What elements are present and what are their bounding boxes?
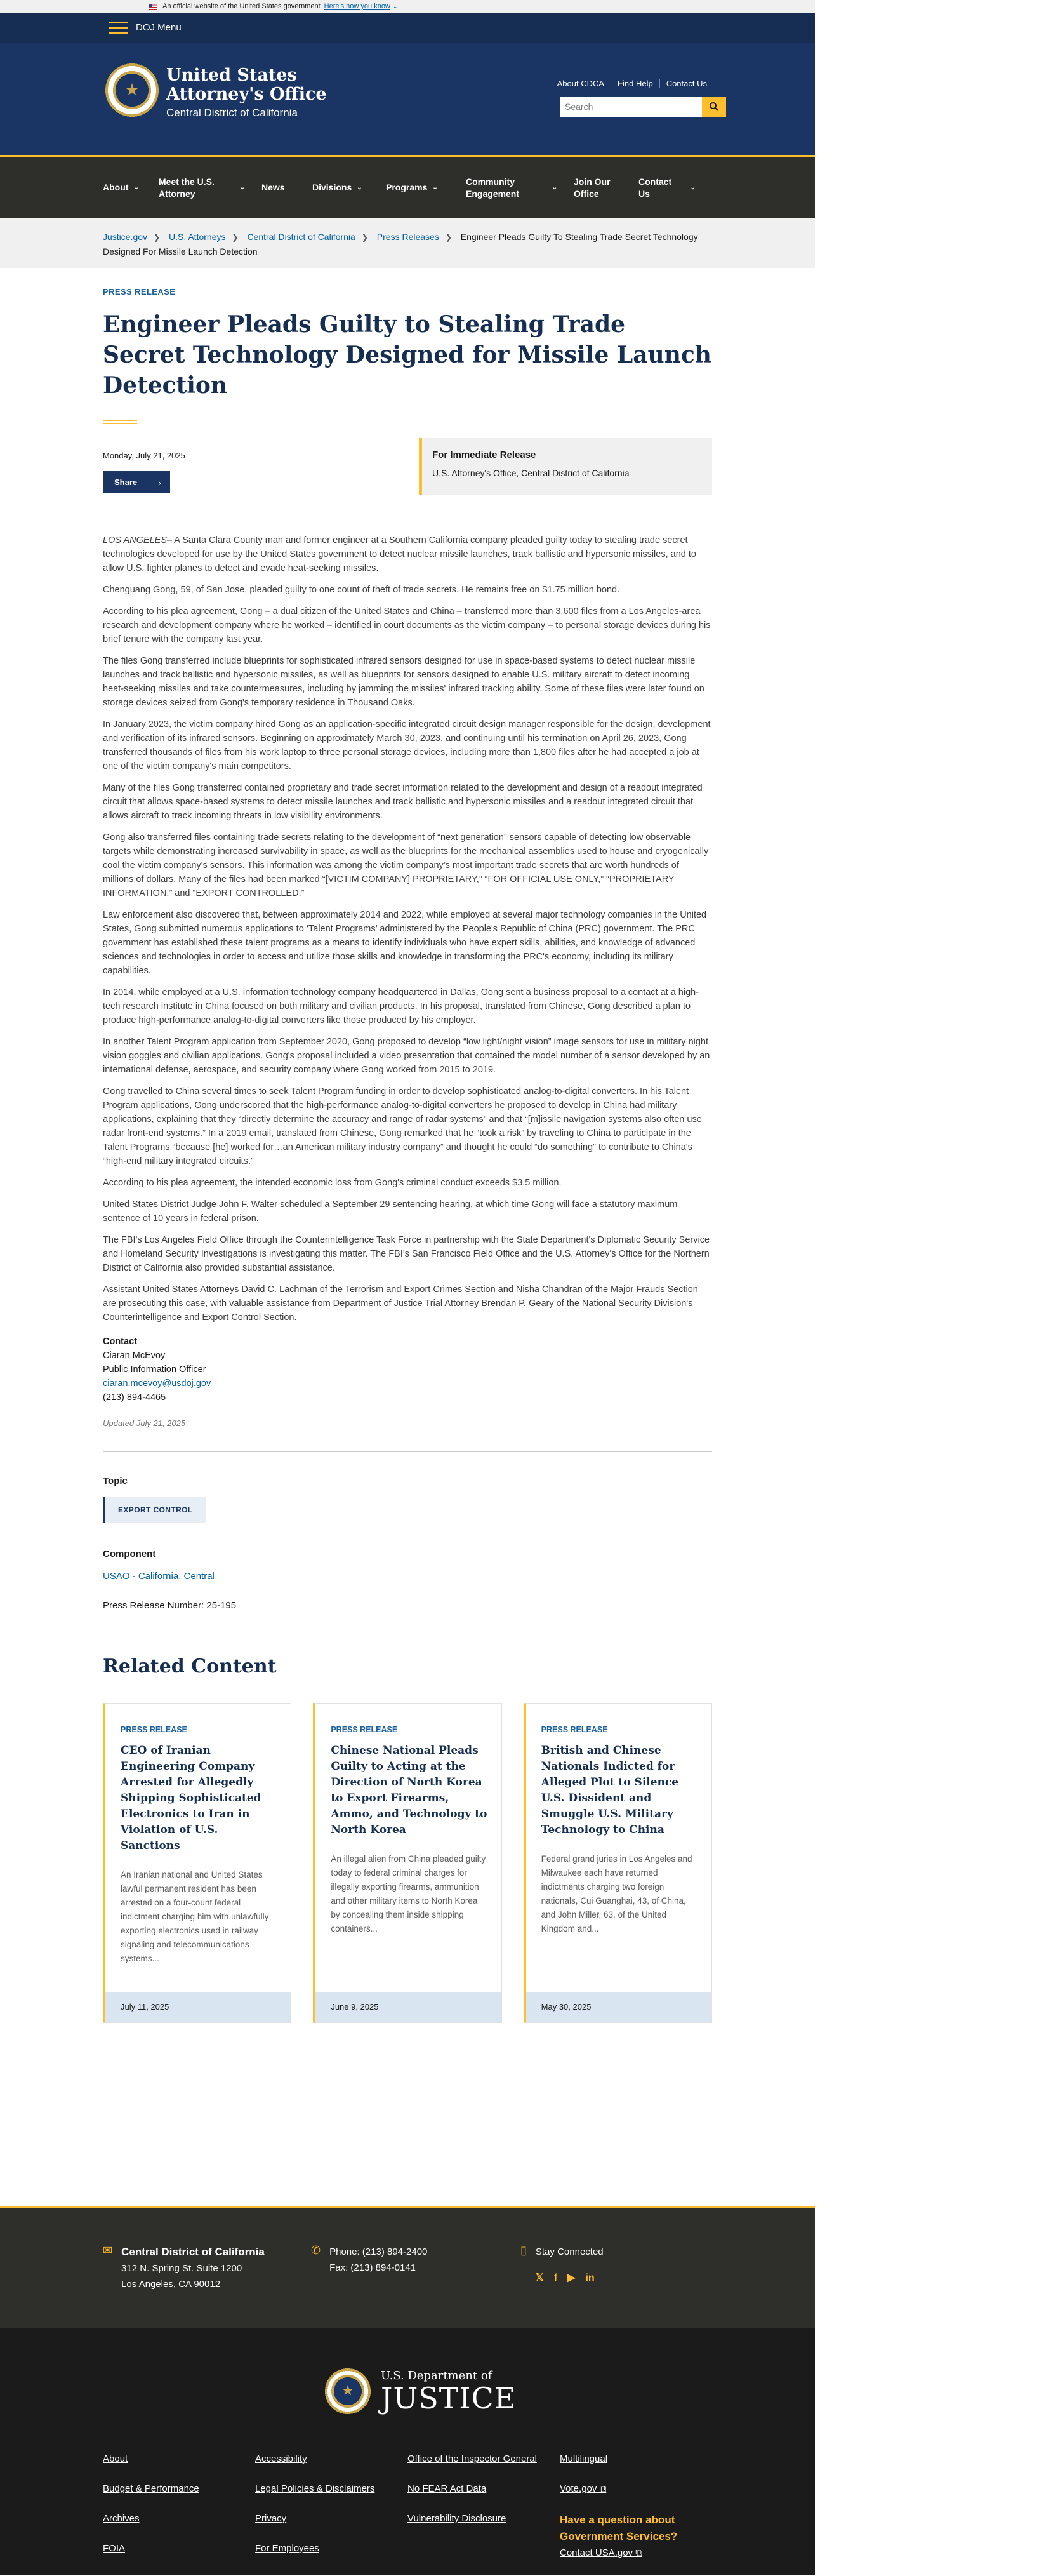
utility-link-find-help[interactable]: Find Help	[611, 79, 659, 88]
card-excerpt: Federal grand juries in Los Angeles and Milwaukee each have returned indictments charging two foreign nationals, Cui Guanghai, 43, of China, and John Miller, 63, of the United Kingdom and...	[541, 1854, 692, 1933]
chevron-down-icon: ⌄	[357, 184, 362, 191]
footer-link-foia[interactable]: FOIA	[103, 2543, 126, 2554]
component-heading: Component	[103, 1549, 156, 1559]
stay-connected-label: Stay Connected	[535, 2246, 604, 2257]
card-eyebrow: PRESS RELEASE	[541, 1725, 608, 1734]
chevron-right-icon: ›	[149, 471, 170, 493]
main-nav	[0, 155, 815, 218]
related-cards	[103, 1703, 712, 2023]
card-excerpt: An Iranian national and United States lawful permanent resident has been arrested on a four-count federal indictment charging him with unlawfully exporting electronics used in railway signaling and telecommunications systems...	[121, 1870, 269, 1963]
share-label: Share	[103, 471, 149, 493]
us-flag-icon	[149, 4, 157, 10]
release-office: U.S. Attorney's Office, Central District of California	[432, 468, 630, 478]
search-button[interactable]	[702, 97, 726, 117]
article-paragraph: Gong also transferred files containing trade secrets relating to the development of “next generation” sensors capable of detecting low observable targets while demonstrating increased survivability in space, as well as the blueprints for the mechanical assemblies used to house and cryogenically cool the victim company's sensors. This information was among the victim company's most important trade secrets that are worth hundreds of millions of dollars. Many of the files had been marked “[VICTIM COMPANY] PROPRIETARY,” “FOR OFFICIAL USE ONLY,” “PROPRIETARY INFORMATION,” and “EXPORT CONTROLLED.”	[103, 832, 709, 898]
utility-links	[551, 79, 713, 88]
related-card[interactable]	[103, 1703, 291, 2023]
press-release-number: Press Release Number: 25-195	[103, 1600, 237, 1611]
article-paragraph: According to his plea agreement, Gong – a dual citizen of the United States and China – transferred more than 3,600 files from a Los Angeles-area research and development company where he worked – identified in court documents as the victim company – to personal storage devices during his brief tenure with the company last year.	[103, 606, 711, 644]
utility-link-contact[interactable]: Contact Us	[659, 79, 713, 88]
breadcrumb-link-justice[interactable]: Justice.gov	[103, 232, 148, 242]
chevron-right-icon: ❯	[154, 233, 161, 242]
contact-phone: (213) 894-4465	[103, 1392, 166, 1403]
nav-item-label: Contact Us	[638, 176, 672, 199]
article-paragraph: United States District Judge John F. Walter scheduled a September 29 sentencing hearing, at which time Gong will face a statutory maximum sentence of 10 years in federal prison.	[103, 1199, 678, 1224]
nav-item-news[interactable]	[261, 182, 296, 194]
breadcrumb	[0, 218, 815, 268]
share-button[interactable]	[103, 471, 170, 493]
card-date: June 9, 2025	[315, 1992, 501, 2022]
doj-seal-logo	[322, 2366, 373, 2417]
component-link[interactable]: USAO - California, Central	[103, 1571, 215, 1582]
gov-services-question: Have a question about Government Services?	[560, 2514, 678, 2542]
article-paragraph: The files Gong transferred include blueprints for sophisticated infrared sensors designed for use in space-based systems to detect nuclear missile launches and track ballistic and hypersonic missiles, as well as blueprints for sensors designed to enable U.S. military aircraft to detect incoming heat-seeking missiles and take countermeasures, including by jamming the missiles' infrared tracking ability. Some of these files were later found on storage devices seized from Gong's temporary residence in Thousand Oaks.	[103, 656, 704, 708]
footer-fax-number: Fax: (213) 894-0141	[329, 2262, 416, 2273]
nav-item-join-our-office[interactable]	[574, 176, 622, 200]
x-twitter-icon[interactable]: 𝕏	[535, 2272, 544, 2283]
chevron-down-icon: ⌄	[239, 184, 245, 191]
chevron-down-icon: ⌄	[133, 184, 139, 191]
nav-item-label: Programs	[386, 182, 428, 192]
card-title[interactable]: Chinese National Pleads Guilty to Acting at the Direction of North Korea to Export Firearms, Ammo, and Technology to North Korea	[331, 1744, 487, 1836]
doj-logo-line2: JUSTICE	[381, 2380, 517, 2415]
linkedin-icon[interactable]: in	[585, 2272, 595, 2283]
nav-item-label: About	[103, 182, 129, 192]
release-heading: For Immediate Release	[432, 450, 536, 460]
topic-heading: Topic	[103, 1476, 128, 1486]
office-title-line2: Attorney's Office	[166, 84, 327, 104]
gov-banner-text: An official website of the United States government	[162, 3, 321, 10]
contact-block	[103, 1335, 712, 1405]
youtube-icon[interactable]: ▶	[567, 2272, 576, 2283]
page-title: Engineer Pleads Guilty to Stealing Trade Secret Technology Designed for Missile Launch Detection	[103, 311, 711, 399]
breadcrumb-current: Engineer Pleads Guilty To Stealing Trade Secret Technology Designed For Missile Launch Detection	[103, 232, 698, 257]
chevron-down-icon: ⌄	[432, 184, 438, 191]
footer-link-legal[interactable]: Legal Policies & Disclaimers	[255, 2483, 375, 2494]
card-eyebrow: PRESS RELEASE	[121, 1725, 187, 1734]
contact-title: Public Information Officer	[103, 1365, 206, 1375]
breadcrumb-link-us-attorneys[interactable]: U.S. Attorneys	[169, 232, 226, 242]
hamburger-icon[interactable]	[109, 22, 128, 34]
breadcrumb-link-cdca[interactable]: Central District of California	[247, 232, 355, 242]
mobile-icon: ▯	[520, 2244, 527, 2257]
nav-item-label: Community Engagement	[466, 176, 520, 199]
footer-office-name: Central District of California	[121, 2246, 265, 2258]
search-input[interactable]	[560, 97, 702, 117]
article-paragraph	[103, 533, 712, 575]
office-title[interactable]	[166, 66, 327, 119]
chevron-down-icon: ⌄	[392, 3, 398, 10]
release-box	[419, 438, 712, 495]
chevron-right-icon: ❯	[361, 233, 368, 242]
article-paragraph: In January 2023, the victim company hired Gong as an application-specific integrated circuit design manager responsible for the design, development and verification of its infrared sensors. Beginning on approximately March 30, 2023, and continuing until his termination on April 26, 2023, Gong transferred thousands of files from his work laptop to three personal storage devices, including more than 1,800 files after he had accepted a job at one of the victim company's main competitors.	[103, 719, 711, 771]
nav-item-label: News	[261, 182, 285, 192]
article-date: Monday, July 21, 2025	[103, 451, 185, 460]
article-body	[103, 533, 712, 1325]
footer-link-vulnerability[interactable]: Vulnerability Disclosure	[407, 2513, 506, 2524]
chevron-down-icon: ⌄	[552, 184, 557, 191]
article-paragraph: According to his plea agreement, the intended economic loss from Gong's criminal conduct exceeds $3.5 million.	[103, 1178, 562, 1188]
footer-link-archives[interactable]: Archives	[103, 2513, 140, 2524]
contact-name: Ciaran McEvoy	[103, 1351, 166, 1361]
footer-link-multilingual[interactable]: Multilingual	[560, 2453, 608, 2464]
nav-item-community-engagement[interactable]	[466, 176, 557, 200]
updated-date: Updated July 21, 2025	[103, 1418, 186, 1428]
office-title-line1: United States	[166, 65, 297, 85]
press-release-eyebrow: PRESS RELEASE	[103, 287, 176, 297]
nav-item-label: Divisions	[312, 182, 352, 192]
footer-link-privacy[interactable]: Privacy	[255, 2513, 287, 2524]
nav-item-divisions[interactable]	[312, 182, 369, 194]
card-date: May 30, 2025	[526, 1992, 711, 2022]
related-content-heading: Related Content	[103, 1655, 277, 1678]
footer-links	[103, 2452, 712, 2576]
footer-contact-band	[0, 2206, 815, 2328]
card-title[interactable]: British and Chinese Nationals Indicted for Alleged Plot to Silence U.S. Dissident and Smuggle U.S. Military Technology to China	[541, 1744, 679, 1836]
paragraph-text: – A Santa Clara County man and former engineer at a Southern California company pleaded guilty today to stealing trade secret technologies developed for use by the United States government to detect nuclear missile launches, track ballistic and hypersonic missiles, and to allow U.S. fighter planes to detect and evade heat-seeking missiles.	[103, 535, 696, 573]
facebook-icon[interactable]: f	[553, 2272, 558, 2283]
divider	[103, 1451, 712, 1452]
footer-link-employees[interactable]: For Employees	[255, 2543, 319, 2554]
footer-social	[520, 2244, 604, 2286]
chevron-right-icon: ❯	[232, 233, 239, 242]
article-paragraph: In 2014, while employed at a U.S. information technology company headquartered in Dallas, Gong sent a business proposal to a contact at a high-tech research institute in China focused on both military and civilian products. In his proposal, translated from Chinese, Gong described a plan to produce high-performance analog-to-digital converters like those produced by his employer.	[103, 987, 699, 1025]
footer-main	[0, 2328, 815, 2575]
footer-address-line1: 312 N. Spring St. Suite 1200	[121, 2263, 242, 2274]
footer-address	[103, 2244, 265, 2292]
chevron-right-icon: ❯	[445, 233, 452, 242]
footer-phone-number[interactable]: Phone: (213) 894-2400	[329, 2246, 428, 2257]
footer-link-about[interactable]: About	[103, 2453, 128, 2464]
doj-seal-logo[interactable]	[103, 61, 161, 119]
breadcrumb-link-press-releases[interactable]: Press Releases	[376, 232, 439, 242]
article-paragraph: Many of the files Gong transferred contained proprietary and trade secret information related to the development and design of a readout integrated circuit that allows space-based systems to detect missile launches and track ballistic and hypersonic missiles and a readout integrated circuit that allows aircraft to track incoming threats in low visibility environments.	[103, 783, 703, 821]
footer-link-contact-usa[interactable]: Contact USA.gov ⧉	[560, 2547, 642, 2558]
heres-how-you-know-link[interactable]: Here's how you know	[324, 3, 390, 10]
related-card[interactable]	[524, 1703, 712, 2023]
envelope-icon: ✉	[103, 2244, 113, 2257]
utility-link-about[interactable]: About CDCA	[557, 79, 605, 88]
title-divider	[103, 420, 137, 424]
card-excerpt: An illegal alien from China pleaded guilty today to federal criminal charges for illegally exporting firearms, ammunition and other military items to North Korea by concealing them inside shipping containers...	[331, 1854, 486, 1933]
office-title-line3: Central District of California	[166, 107, 298, 119]
card-title[interactable]: CEO of Iranian Engineering Company Arrested for Allegedly Shipping Sophisticated Electronics to Iran in Violation of U.S. Sanctions	[121, 1744, 261, 1852]
footer-link-no-fear[interactable]: No FEAR Act Data	[407, 2483, 487, 2494]
article-paragraph: The FBI's Los Angeles Field Office through the Counterintelligence Task Force in partnership with the State Department's Diplomatic Security Service and Homeland Security Investigations is investigating this matter. The FBI's San Francisco Field Office and the U.S. Attorney's Office for the Northern District of California also provided substantial assistance.	[103, 1235, 710, 1273]
nav-item-meet-us-attorney[interactable]	[159, 176, 245, 200]
article-meta	[103, 438, 712, 533]
footer-link-vote[interactable]: Vote.gov ⧉	[560, 2483, 607, 2494]
footer-phone	[311, 2244, 427, 2276]
site-header	[0, 43, 815, 155]
article-paragraph: Law enforcement also discovered that, between approximately 2014 and 2022, while employed at several major technology companies in the United States, Gong submitted numerous applications to ‘Talent Programs’ administered by the People's Republic of China (PRC) government. The PRC government has established these talent programs as a means to identify individuals who have expert skills, abilities, and knowledge of advanced sciences and technologies in order to access and utilize those skills and knowledge in transforming the PRC's economy, including its military capabilities.	[103, 910, 707, 976]
nav-item-about[interactable]	[103, 182, 142, 194]
nav-item-programs[interactable]	[386, 182, 449, 194]
contact-email-link[interactable]: ciaran.mcevoy@usdoj.gov	[103, 1378, 211, 1389]
card-eyebrow: PRESS RELEASE	[331, 1725, 398, 1734]
nav-item-label: Join Our Office	[574, 176, 611, 199]
article-paragraph: Assistant United States Attorneys David C. Lachman of the Terrorism and Export Crimes Section and Nisha Chandran of the Major Frauds Section are prosecuting this case, with valuable assistance from Department of Justice Trial Attorney Brendan P. Geary of the National Security Division's Counterintelligence and Export Control Section.	[103, 1285, 698, 1323]
doj-menu-bar	[0, 13, 815, 43]
contact-heading: Contact	[103, 1337, 137, 1347]
main-content	[0, 287, 815, 2023]
phone-icon: ✆	[311, 2244, 321, 2257]
article-paragraph: Chenguang Gong, 59, of San Jose, pleaded guilty to one count of theft of trade secrets. He remains free on $1.75 million bond.	[103, 585, 620, 595]
dateline: LOS ANGELES	[103, 535, 168, 545]
doj-logo-line1: U.S. Department of	[381, 2368, 492, 2382]
footer-link-accessibility[interactable]: Accessibility	[255, 2453, 307, 2464]
gov-banner	[0, 0, 815, 13]
search-icon	[709, 102, 719, 112]
related-card[interactable]	[313, 1703, 501, 2023]
footer-link-oig[interactable]: Office of the Inspector General	[407, 2453, 538, 2464]
footer-address-line2: Los Angeles, CA 90012	[121, 2279, 221, 2290]
article-paragraph: In another Talent Program application from September 2020, Gong proposed to develop “low light/night vision” image sensors for use in military night vision goggles and civilian applications. Gong's proposal included a video presentation that contained the model number of a sensor developed by an international defense, aerospace, and security company where Gong worked from 2015 to 2019.	[103, 1037, 710, 1075]
doj-logo[interactable]	[322, 2366, 516, 2417]
nav-item-label: Meet the U.S. Attorney	[159, 176, 215, 199]
search-form	[560, 97, 726, 117]
footer-link-budget[interactable]: Budget & Performance	[103, 2483, 199, 2494]
doj-menu-button[interactable]: DOJ Menu	[136, 22, 182, 33]
topic-tag-export-control[interactable]: EXPORT CONTROL	[103, 1497, 206, 1523]
article-paragraph: Gong travelled to China several times to seek Talent Program funding in order to develop sophisticated analog-to-digital converters. In his Talent Program applications, Gong underscored that the high-performance analog-to-digital converters he proposed to develop in China had military applications, explaining that they “directly determine the accuracy and range of radar systems” and that “[m]issile navigation systems also often use radar front-end systems.” In a 2019 email, translated from Chinese, Gong remarked that he “took a risk” by traveling to China to participate in the Talent Programs “because [he] worked for…an American military industry company” and thought he could “do something” to contribute to China's “high-end military integrated circuits.”	[103, 1086, 702, 1166]
chevron-down-icon: ⌄	[690, 184, 696, 191]
card-date: July 11, 2025	[105, 1992, 291, 2022]
nav-item-contact-us[interactable]	[638, 176, 696, 200]
